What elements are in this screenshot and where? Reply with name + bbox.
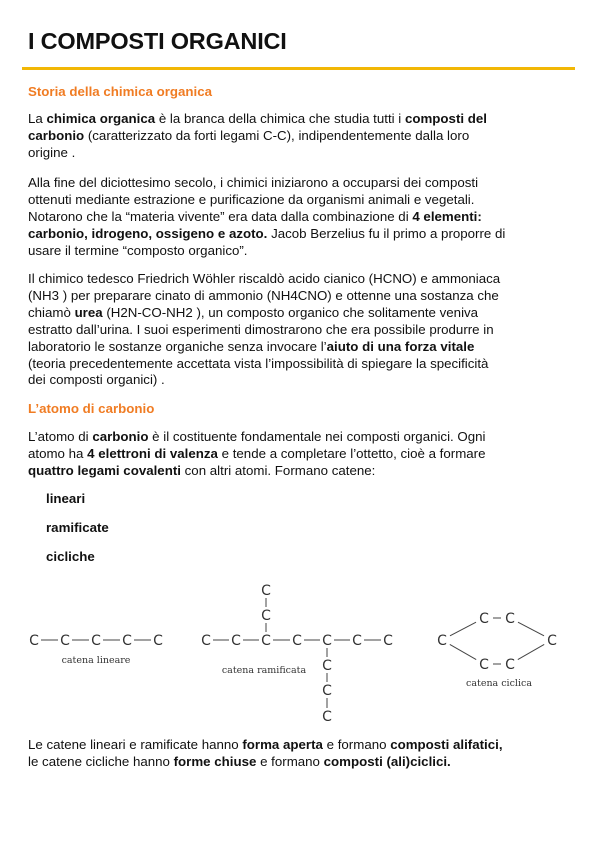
text-line	[28, 305, 576, 322]
text-run: laboratorio le sostanze organiche senza invocare l’	[28, 338, 327, 354]
carbon-atom: C	[505, 611, 515, 627]
paragraph-wohler	[28, 271, 576, 389]
bold-term: 4 elettroni di valenza	[87, 445, 218, 461]
carbon-atom: C	[261, 608, 271, 624]
carbon-atom: C	[60, 633, 70, 649]
text-line	[28, 111, 576, 128]
caption-cyclic-chain: catena ciclica	[466, 678, 532, 689]
bold-term: 4 elementi:	[412, 208, 482, 224]
bond-line	[450, 644, 476, 659]
text-line	[28, 209, 576, 226]
text-run: con altri atomi. Formano catene:	[180, 462, 376, 478]
carbon-atom: C	[322, 709, 332, 725]
bold-term: carbonio	[28, 127, 85, 143]
carbon-atom: C	[322, 683, 332, 699]
bond-line	[450, 622, 476, 636]
carbon-chains-figure	[24, 580, 576, 725]
bold-term: composti del	[404, 111, 487, 126]
text-line	[28, 754, 576, 771]
bold-term: composti (ali)ciclici.	[323, 753, 451, 769]
carbon-atom: C	[201, 633, 211, 649]
paragraph-conclusion	[28, 737, 576, 771]
carbon-chains-drawing	[24, 580, 576, 725]
text-run: e formano	[256, 753, 324, 769]
carbon-atom: C	[231, 633, 241, 649]
bold-term: quattro legami covalenti	[28, 462, 181, 478]
carbon-atom: C	[261, 583, 271, 599]
carbon-atom: C	[479, 657, 489, 673]
text-run: atomo ha	[28, 445, 88, 461]
bold-term: aiuto di una forza vitale	[326, 338, 475, 354]
section-heading-history: Storia della chimica organica	[28, 84, 213, 99]
text-run: Notarono che la “materia vivente” era data dalla combinazione di	[28, 208, 413, 224]
section-heading-carbon: L’atomo di carbonio	[28, 401, 155, 416]
carbon-atom: C	[322, 658, 332, 674]
text-run: è la branca della chimica che studia tutti i	[155, 111, 405, 126]
text-run: le catene cicliche hanno	[28, 753, 174, 769]
text-run: (H2N-CO-NH2 ), un composto organico che solitamente veniva	[102, 304, 479, 320]
text-run: chiamò	[28, 304, 75, 320]
carbon-atom: C	[383, 633, 393, 649]
carbon-atom: C	[292, 633, 302, 649]
paragraph-history	[28, 175, 576, 260]
bold-term: carbonio	[92, 429, 149, 444]
text-line: (teoria precedentemente accettata vista l’impossibilità di spiegare la specificità	[28, 355, 489, 371]
carbon-atom: C	[153, 633, 163, 649]
bond-line	[518, 644, 544, 659]
bold-term: urea	[74, 304, 103, 320]
bold-term: composti alifatici,	[390, 737, 503, 752]
bold-term: carbonio, idrogeno, ossigeno e azoto.	[28, 225, 268, 241]
caption-branched-chain: catena ramificata	[221, 665, 307, 676]
text-line: ottenuti mediante estrazione e purificazione da organismi animali e vegetali.	[28, 191, 475, 207]
text-line	[28, 737, 576, 754]
text-run: (caratterizzato da forti legami C-C), indipendentemente dalla loro	[84, 127, 470, 143]
text-line: (NH3 ) per preparare cinato di ammonio (NH4CNO) e ottenne una sostanza che	[28, 287, 499, 303]
text-line: origine .	[28, 144, 76, 160]
carbon-atom: C	[322, 633, 332, 649]
text-line	[28, 463, 576, 480]
paragraph-carbon	[28, 429, 576, 480]
bold-term: forma aperta	[242, 737, 323, 752]
text-line: Alla fine del diciottesimo secolo, i chimici iniziarono a occuparsi dei composti	[28, 175, 479, 190]
carbon-atom: C	[547, 633, 557, 649]
carbon-atom: C	[505, 657, 515, 673]
chain-type-branched: ramificate	[46, 520, 109, 535]
page-title: I COMPOSTI ORGANICI	[28, 28, 287, 54]
carbon-atom: C	[261, 633, 271, 649]
text-run: L’atomo di	[28, 429, 93, 444]
chain-type-linear: lineari	[46, 491, 86, 506]
text-line	[28, 226, 576, 243]
caption-linear-chain: catena lineare	[61, 655, 131, 666]
text-line	[28, 429, 576, 446]
carbon-atom: C	[122, 633, 132, 649]
carbon-atom: C	[91, 633, 101, 649]
paragraph-definition	[28, 111, 576, 162]
text-line: dei composti organici) .	[28, 372, 165, 388]
text-run: Le catene lineari e ramificate hanno	[28, 737, 243, 752]
carbon-atom: C	[352, 633, 362, 649]
text-line	[28, 446, 576, 463]
text-line: Il chimico tedesco Friedrich Wöhler riscaldò acido cianico (HCNO) e ammoniaca	[28, 271, 501, 286]
carbon-atom: C	[29, 633, 39, 649]
text-run: e tende a completare l’ottetto, cioè a formare	[217, 445, 486, 461]
chain-type-cyclic: cicliche	[46, 549, 95, 564]
text-run: Jacob Berzelius fu il primo a proporre di	[267, 225, 506, 241]
bond-line	[518, 622, 544, 636]
bold-term: forme chiuse	[173, 753, 257, 769]
text-run: è il costituente fondamentale nei composti organici. Ogni	[148, 429, 486, 444]
title-underline	[22, 67, 575, 70]
text-line: estratto dall’urina. I suoi esperimenti dimostrarono che era possibile produrre in	[28, 321, 494, 337]
text-line	[28, 339, 576, 356]
carbon-atom: C	[437, 633, 447, 649]
bold-term: chimica organica	[46, 111, 156, 126]
text-run: La	[28, 111, 47, 126]
text-line	[28, 128, 576, 145]
carbon-atom: C	[479, 611, 489, 627]
text-line: usare il termine “composto organico”.	[28, 242, 248, 258]
text-run: e formano	[322, 737, 391, 752]
